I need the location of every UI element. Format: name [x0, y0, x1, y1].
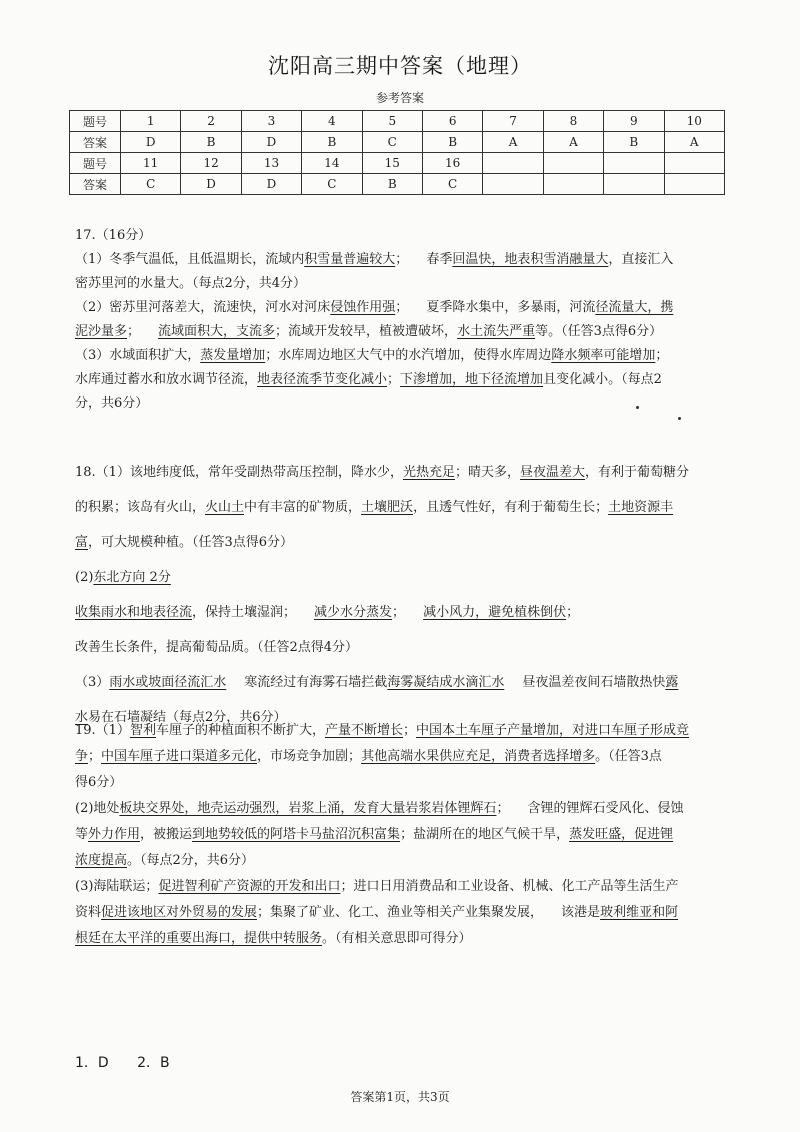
text: ，可大规模种植。（任答3点得6分） [88, 535, 294, 550]
q18-line-1 [75, 455, 730, 490]
table-cell [543, 153, 603, 174]
scan-speck [678, 417, 681, 420]
text: 中有丰富的矿物质， [244, 500, 362, 515]
key-point: 中国车厘子进口渠道多元化 [101, 749, 258, 764]
text: 18.（1）该地纬度低，常年受副热带高压控制，降水少， [75, 465, 403, 480]
text: （1）冬季气温低，且低温期长，流域内 [75, 252, 305, 267]
text: 。（有相关意思即可得分） [322, 931, 472, 946]
q19-line-9 [75, 926, 730, 952]
text: ； [392, 605, 406, 620]
text: ； [145, 879, 159, 894]
key-point: 浓度提高 [75, 853, 128, 868]
text: ，直接汇入 [608, 252, 674, 267]
q18-line-4 [75, 560, 730, 595]
text: ，保持土壤湿润； [192, 605, 297, 620]
q17-line-4 [75, 320, 730, 344]
key-point: 水 [75, 710, 89, 725]
page-subtitle: 参考答案 [375, 91, 424, 105]
table-cell: 11 [121, 153, 181, 174]
table-cell: B [362, 174, 422, 195]
key-point: 蒸发量增加 [200, 348, 266, 363]
key-point: 雨水或坡面径流汇水 [109, 675, 227, 690]
key-point: 火山土 [205, 500, 245, 515]
key-point: 积雪量普遍较大 [304, 252, 396, 267]
text: 等 [75, 827, 89, 842]
table-cell: 12 [181, 153, 241, 174]
text: 春季 [426, 252, 453, 267]
table-cell: B [181, 132, 241, 153]
q17-line-6 [75, 368, 730, 392]
text: 的积累；该岛有火山， [75, 500, 206, 515]
text: ；晴天多， [454, 465, 520, 480]
q18-line-2 [75, 490, 730, 525]
text: ；进口日用消费品和工业设备、机械、化工产品等生活生产 [340, 879, 679, 894]
table-cell: C [362, 132, 422, 153]
answer-table [69, 110, 725, 195]
text: ； [88, 749, 102, 764]
key-point: 促进智利矿产资源的开发和出口 [158, 879, 341, 894]
q19-line-5 [75, 822, 730, 848]
text: 等。（任答3点得6分） [535, 324, 663, 339]
q17-line-5 [75, 344, 730, 368]
text: 19.（1） [75, 723, 130, 738]
text: ； [403, 723, 417, 738]
q19-line-3: 得6分） [75, 775, 123, 790]
table-row [70, 132, 725, 153]
text: (2)地处 [75, 801, 120, 816]
key-point: 产量不断增长 [324, 723, 403, 738]
answer-1: 1．D [75, 1055, 109, 1071]
q19-line-1 [75, 718, 730, 744]
table-cell: 15 [362, 153, 422, 174]
text: ，被搬运 [140, 827, 193, 842]
q19-line-8 [75, 900, 730, 926]
q17-line-7: 分，共6分） [75, 396, 149, 411]
key-point: 中国本土车厘子产量增加，对进口车厘子形成竞 [416, 723, 690, 738]
text: 资料 [75, 905, 102, 920]
text: 水库通过蓄水和放水调节径流， [75, 372, 258, 387]
question-17 [75, 224, 730, 416]
q18-line-5 [75, 595, 730, 630]
table-cell: C [302, 174, 362, 195]
table-cell: A [483, 132, 543, 153]
key-point: 减小风力，避免植株倒伏 [423, 605, 567, 620]
text: ； [387, 372, 401, 387]
key-point: 智利 [129, 723, 156, 738]
table-cell: 7 [483, 111, 543, 132]
q19-line-2 [75, 744, 730, 770]
key-point: 土地资源丰 [608, 500, 674, 515]
key-point: 到地势较低的阿塔卡马盐沼沉积富集 [192, 827, 401, 842]
page-title: 沈阳高三期中答案（地理） [268, 54, 532, 78]
text: ；盐湖所在的地区气候干旱， [400, 827, 570, 842]
text: 该港是 [561, 905, 601, 920]
text: （2）密苏里河落差大，流速快，河水对河床 [75, 300, 331, 315]
key-point: 蒸发旺盛，促进锂 [569, 827, 674, 842]
table-cell: C [422, 174, 482, 195]
text: (3)海陆联运 [75, 879, 146, 894]
table-cell: 9 [604, 111, 664, 132]
table-cell: D [181, 174, 241, 195]
table-cell [604, 153, 664, 174]
table-cell: 1 [121, 111, 181, 132]
scan-speck [636, 406, 639, 409]
table-cell [483, 174, 543, 195]
table-row-header: 题号 [70, 111, 121, 132]
text: ； [395, 252, 409, 267]
table-row [70, 174, 725, 195]
table-cell: D [241, 174, 301, 195]
table-cell: D [121, 132, 181, 153]
key-point: 泥沙量多 [75, 324, 128, 339]
q19-line-7 [75, 874, 730, 900]
key-point: 降水频率可能增加 [551, 348, 656, 363]
q17-line-3 [75, 296, 730, 320]
text: 夏季降水集中，多暴雨，河流 [426, 300, 596, 315]
text: （3）水域面积扩大， [75, 348, 201, 363]
key-point: 争 [75, 749, 89, 764]
key-point: 其他高端水果供应充足，消费者选择增多 [361, 749, 596, 764]
page-number: 答案第1页，共3页 [350, 1090, 450, 1104]
table-cell: C [121, 174, 181, 195]
table-row-header: 答案 [70, 174, 121, 195]
key-point: 板块交界处，地壳运动强烈，岩浆上涌，发育大量岩浆岩体锂辉石 [119, 801, 497, 816]
table-cell: D [241, 132, 301, 153]
table-cell: A [664, 132, 724, 153]
text: 昼夜温差夜间石墙散热快 [522, 675, 666, 690]
text: ；流域开发较早，植被遭破坏， [275, 324, 458, 339]
key-point: 促进该地区对外贸易的发展 [101, 905, 258, 920]
table-cell: 5 [362, 111, 422, 132]
table-row-header: 题号 [70, 153, 121, 174]
text: 且变化减小。（每点2 [543, 372, 662, 387]
q18-line-3 [75, 525, 730, 560]
text: （3） [75, 675, 110, 690]
q17-line-1 [75, 248, 730, 272]
question-18 [75, 455, 730, 735]
key-point: 土壤肥沃 [361, 500, 414, 515]
bottom-answers [75, 1052, 194, 1072]
text: 。（任答3点 [595, 749, 662, 764]
answer-2: 2．B [137, 1055, 170, 1071]
key-point: 流域面积大，支流多 [158, 324, 276, 339]
text: ，且透气性好，有利于葡萄生长； [413, 500, 609, 515]
key-point: 水土流失严重 [457, 324, 536, 339]
key-point: 海雾凝结成水滴汇水 [387, 675, 505, 690]
q17-heading: 17.（16分） [75, 228, 152, 243]
table-cell: 4 [302, 111, 362, 132]
table-cell: 14 [302, 153, 362, 174]
table-cell: B [604, 132, 664, 153]
table-cell: 16 [422, 153, 482, 174]
text: ，有利于葡萄糖分 [585, 465, 690, 480]
q19-line-4 [75, 796, 730, 822]
table-row [70, 153, 725, 174]
text: 寒流经过有海雾石墙拦截 [244, 675, 388, 690]
key-point: 根廷在太平洋的重要出海口，提供中转服务 [75, 931, 323, 946]
key-point: 光热充足 [402, 465, 455, 480]
key-point: 露 [665, 675, 679, 690]
key-point: 回温快，地表积雪消融量大 [452, 252, 609, 267]
text: 车厘子的种植面积不断扩大， [155, 723, 325, 738]
text: ； [566, 605, 580, 620]
table-cell [604, 174, 664, 195]
key-point: 径流量大，携 [595, 300, 674, 315]
key-point: 外力作用 [88, 827, 141, 842]
table-cell: A [543, 132, 603, 153]
text: ，市场竞争加剧； [257, 749, 362, 764]
table-cell: 13 [241, 153, 301, 174]
key-point: 昼夜温差大 [519, 465, 585, 480]
key-point: 收集雨水和地表径流 [75, 605, 193, 620]
text: ； [395, 300, 409, 315]
table-cell: 2 [181, 111, 241, 132]
q18-line-6: 改善生长条件，提高葡萄品质。（任答2点得4分） [75, 640, 359, 655]
text: ；集聚了矿业、化工、渔业等相关产业集聚发展， [257, 905, 544, 920]
key-point: 下渗增加，地下径流增加 [400, 372, 544, 387]
key-point: 东北方向 2分 [93, 570, 171, 585]
key-point: 侵蚀作用强 [330, 300, 396, 315]
table-row [70, 111, 725, 132]
table-cell [543, 174, 603, 195]
table-cell: B [422, 132, 482, 153]
text: 。（每点2分，共6分） [127, 853, 255, 868]
question-19 [75, 718, 730, 952]
key-point: 减少水分蒸发 [314, 605, 393, 620]
key-point: 地表径流季节变化减小 [257, 372, 388, 387]
table-cell: B [302, 132, 362, 153]
text: ；水库周边地区大气中的水汽增加，使得水库周边 [265, 348, 552, 363]
text: ； [496, 801, 510, 816]
text: ； [127, 324, 141, 339]
text: (2) [75, 570, 94, 585]
table-cell [483, 153, 543, 174]
table-cell [664, 174, 724, 195]
text: ； [655, 348, 669, 363]
text: 含锂的锂辉石受风化、侵蚀 [527, 801, 684, 816]
q17-line-2: 密苏里河的水量大。（每点2分，共4分） [75, 276, 307, 291]
table-cell [664, 153, 724, 174]
key-point: 富 [75, 535, 89, 550]
q18-line-7 [75, 665, 730, 700]
q19-line-6 [75, 848, 730, 874]
table-row-header: 答案 [70, 132, 121, 153]
table-cell: 6 [422, 111, 482, 132]
table-cell: 8 [543, 111, 603, 132]
key-point: 玻利维亚和阿 [600, 905, 679, 920]
table-cell: 3 [241, 111, 301, 132]
table-cell: 10 [664, 111, 724, 132]
text: 易在石墙凝结（每点2分，共6分） [88, 710, 287, 725]
